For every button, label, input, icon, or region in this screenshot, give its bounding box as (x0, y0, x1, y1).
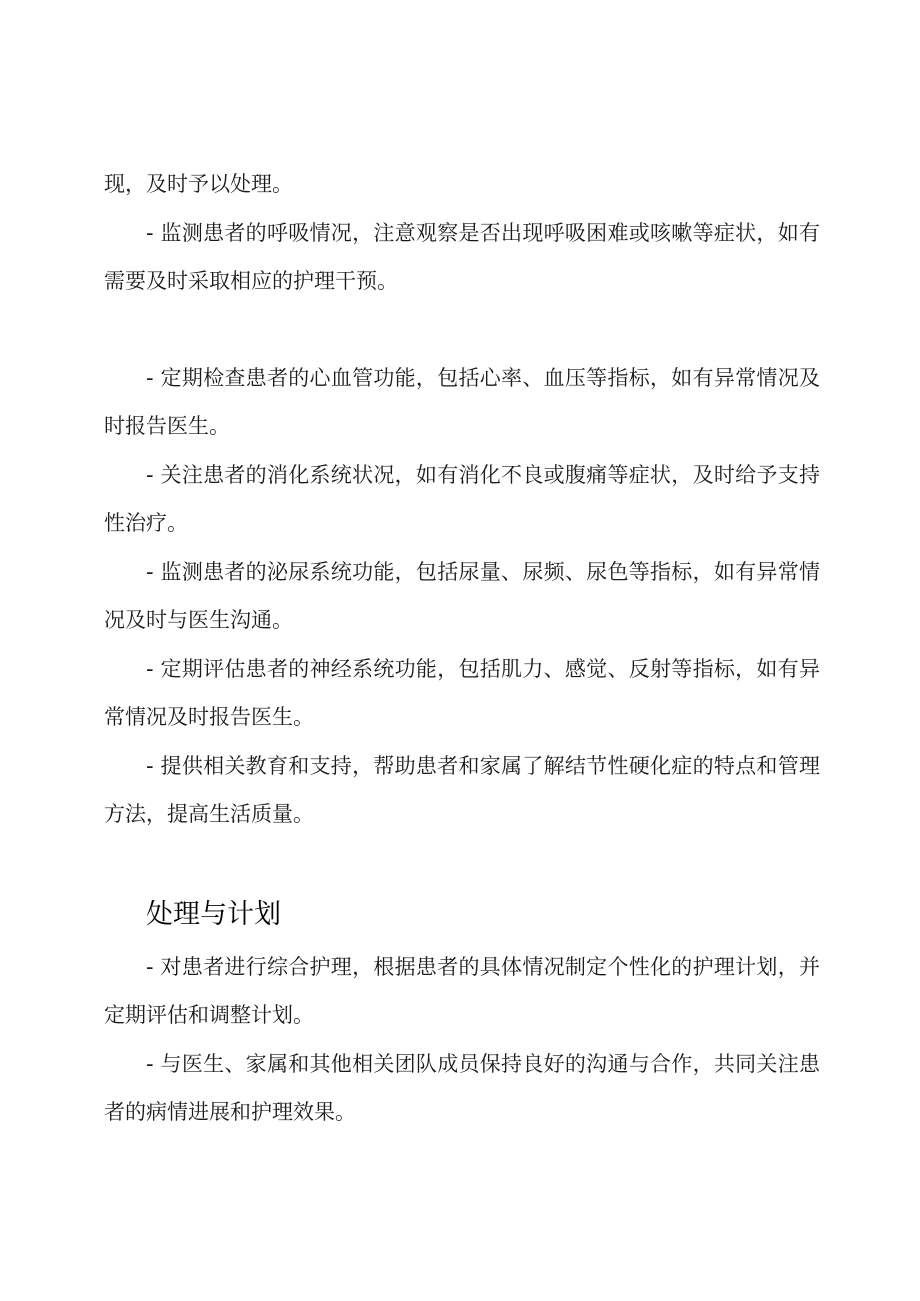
document-body (104, 160, 820, 1137)
cardiovascular-check-item: - 定期检查患者的心血管功能，包括心率、血压等指标，如有异常情况及时报告医生。 (104, 365, 820, 438)
team-communication-item: - 与医生、家属和其他相关团队成员保持良好的沟通与合作，共同关注患者的病情进展和护理效果。 (104, 1051, 820, 1124)
continuation-paragraph: 现，及时予以处理。 (104, 172, 293, 196)
section-heading: 处理与计划 (146, 898, 281, 930)
respiratory-monitoring-item: - 监测患者的呼吸情况，注意观察是否出现呼吸困难或咳嗽等症状，如有需要及时采取相应的护理干预。 (104, 220, 820, 293)
paragraph-gap (104, 306, 820, 354)
digestive-system-item: - 关注患者的消化系统状况，如有消化不良或腹痛等症状，及时给予支持性治疗。 (104, 462, 820, 535)
comprehensive-care-item: - 对患者进行综合护理，根据患者的具体情况制定个性化的护理计划，并定期评估和调整计划。 (104, 954, 820, 1027)
education-support-item: - 提供相关教育和支持，帮助患者和家属了解结节性硬化症的特点和管理方法，提高生活质量。 (104, 753, 820, 826)
section-gap (104, 839, 820, 887)
nervous-system-item: - 定期评估患者的神经系统功能，包括肌力、感觉、反射等指标，如有异常情况及时报告医生。 (104, 656, 820, 729)
urinary-system-item: - 监测患者的泌尿系统功能，包括尿量、尿频、尿色等指标，如有异常情况及时与医生沟通。 (104, 559, 820, 632)
